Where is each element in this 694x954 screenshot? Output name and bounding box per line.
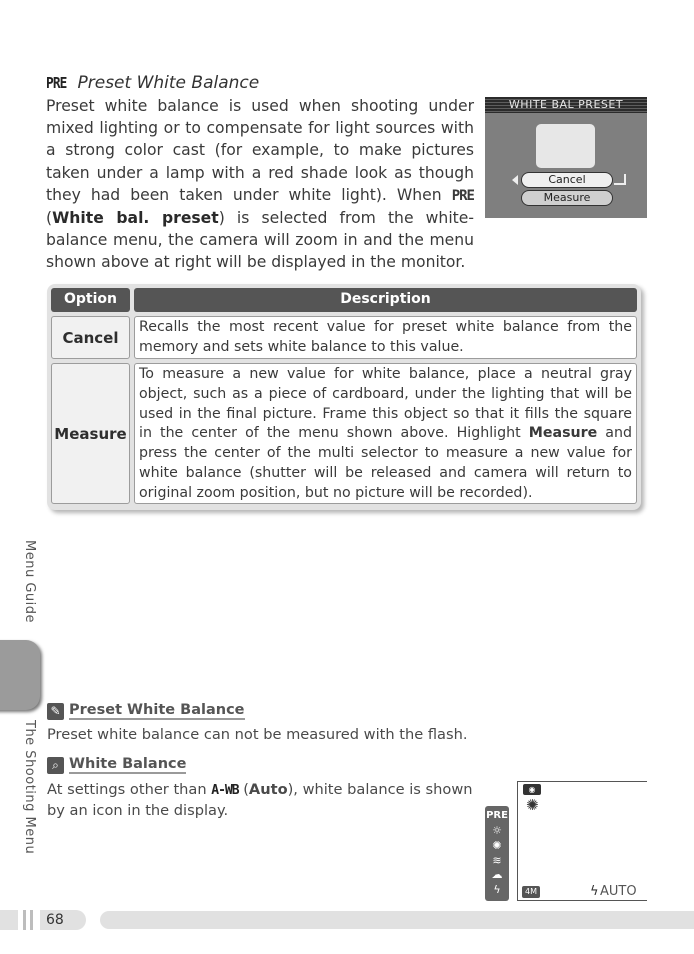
intro-paragraph xyxy=(46,95,474,274)
table-row-option-measure: Measure xyxy=(51,363,130,504)
page-number: 68 xyxy=(40,910,86,930)
note-body: Preset white balance can not be measured with the flash. xyxy=(47,726,468,743)
intro-text-2: ( xyxy=(46,209,53,228)
intro-text-3: ) is selected from the white-balance menu, the camera will zoom in and the menu shown above at right will be displayed in the monitor. xyxy=(46,209,474,272)
wb-daylight-icon: ☼ xyxy=(492,824,502,837)
note-text-1: At settings other than xyxy=(47,781,212,798)
wb-indicator-icon: ✺ xyxy=(526,796,539,814)
auto-wb-icon: A-WB xyxy=(211,783,239,798)
wb-preset-icon: PRE xyxy=(486,810,508,821)
intro-text-1: Preset white balance is used when shooting under mixed lighting or to compensate for light sources with a strong color cast (for example, to make pictures taken under a lamp with a red shade look as though they had been taken under white light). When xyxy=(46,97,474,204)
chapter-tab xyxy=(0,640,40,710)
footer-divider xyxy=(30,910,33,930)
wb-flash-icon: ϟ xyxy=(493,883,501,896)
side-label-shooting-menu: The Shooting Menu xyxy=(22,720,37,855)
measure-desc-text-1: To measure a new value for white balance, place a neutral gray object, such as a piece of cardboard, under the lighting that will be used in the final picture. Frame this object so that it fills the square in the center of the menu shown above. Highlight xyxy=(139,366,632,442)
flash-icon: ϟ xyxy=(590,884,599,899)
pencil-icon: ✎ xyxy=(47,703,64,720)
monitor-status-bar xyxy=(518,883,648,900)
measure-desc-text-2: and press the center of the multi selector to measure a new value for white balance (shutter will be released and camera will return to original zoom position, but no picture will be recorded). xyxy=(139,425,632,501)
table-header-option: Option xyxy=(51,288,130,312)
wb-cloudy-icon: ☁ xyxy=(491,868,503,881)
measure-frame-square xyxy=(536,124,595,168)
note-text-3: ), white balance is shown by an icon in the display. xyxy=(47,781,473,819)
white-bal-preset-menu-screenshot xyxy=(485,97,647,218)
note-heading-white-balance xyxy=(47,756,186,774)
menu-header: WHITE BAL PRESET xyxy=(485,97,647,113)
magnifier-icon: ⌕ xyxy=(47,757,64,774)
left-arrow-icon xyxy=(512,175,518,185)
options-table xyxy=(47,284,641,510)
intro-bold-term: White bal. preset xyxy=(52,209,219,228)
note-body xyxy=(47,780,477,821)
note-text-2: ( xyxy=(238,781,249,798)
footer-bar-long xyxy=(100,911,694,929)
table-row-description-cancel: Recalls the most recent value for preset white balance from the memory and sets white balance to this value. xyxy=(134,316,637,359)
side-label-menu-guide: Menu Guide xyxy=(22,540,37,623)
flash-mode-label: AUTO xyxy=(600,884,637,899)
note-heading-preset-wb xyxy=(47,702,245,720)
footer xyxy=(0,910,694,930)
note-bold-auto: Auto xyxy=(248,781,288,798)
enter-icon xyxy=(614,174,626,185)
camera-mode-icon: ◉ xyxy=(523,784,541,795)
table-row-description-measure xyxy=(134,363,637,504)
section-title-text: Preset White Balance xyxy=(77,73,260,93)
preset-wb-icon: PRE xyxy=(46,74,67,92)
wb-fluorescent-icon: ≋ xyxy=(492,854,502,867)
note-title: White Balance xyxy=(69,756,187,772)
table-row-option-cancel: Cancel xyxy=(51,316,130,359)
preset-wb-inline-icon: PRE xyxy=(451,187,474,204)
footer-divider xyxy=(23,910,26,930)
menu-option-measure: Measure xyxy=(521,190,613,206)
wb-incandescent-icon: ✺ xyxy=(492,839,502,852)
image-size-badge: 4M xyxy=(522,886,540,898)
note-title: Preset White Balance xyxy=(69,702,245,718)
footer-block xyxy=(0,910,18,930)
wb-icon-strip xyxy=(485,806,509,901)
section-title xyxy=(46,73,259,93)
menu-option-cancel: Cancel xyxy=(521,172,613,188)
measure-desc-bold: Measure xyxy=(528,425,598,442)
monitor-display-screenshot xyxy=(517,781,647,901)
table-header-description: Description xyxy=(134,288,637,312)
